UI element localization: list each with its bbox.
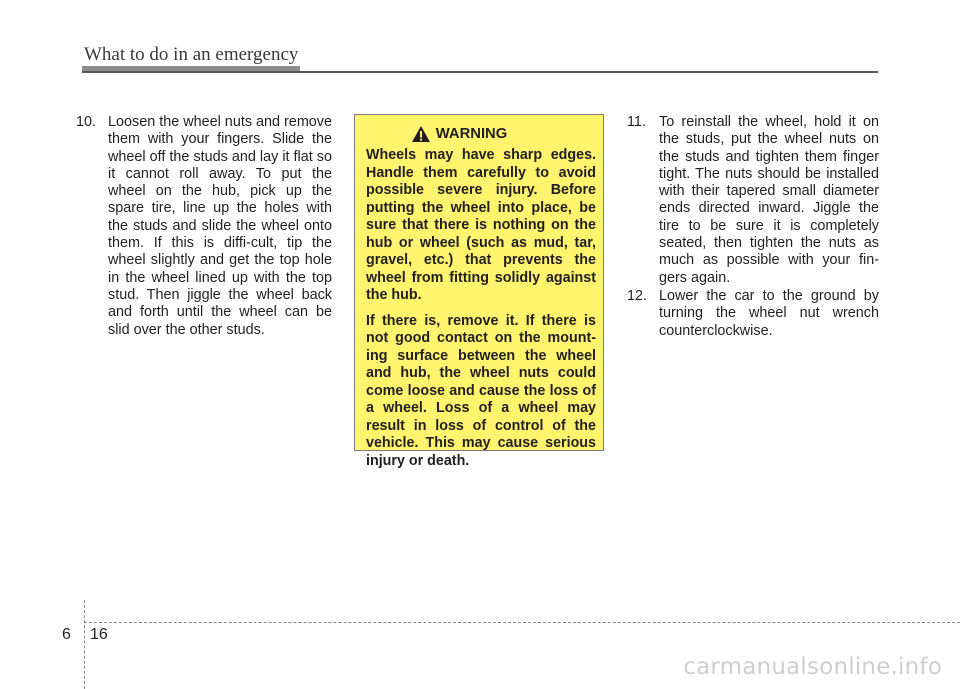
step-number: 10. [76, 114, 97, 130]
step-text: To reinstall the wheel, hold it on the studs, put the wheel nuts on the studs and tighten them finger tight. The nuts should be installed with their tapered small diameter ends directed inward. Jiggle the tire to be sure it is completely seated, then tighten the nuts as much as possible with your fin-gers again. [659, 114, 879, 286]
watermark: carmanualsonline.info [683, 654, 942, 680]
header-divider [82, 71, 878, 73]
page-header-title: What to do in an emergency [84, 44, 299, 65]
warning-title: WARNING [435, 126, 508, 142]
footer-divider [84, 622, 960, 623]
warning-paragraph-2: If there is, remove it. If there is not good contact on the mount-ing surface between the wheel and hub, the wheel nuts could come loose and cause the loss of a wheel. Loss of a wheel may result in loss of control of the vehicle. This may cause serious injury or death. [366, 312, 596, 469]
step-12 [627, 288, 879, 340]
step-number: 12. [627, 287, 648, 304]
step-text: Lower the car to the ground by turning the wheel nut wrench counterclockwise. [659, 287, 879, 339]
step-text: Loosen the wheel nuts and remove them with your fingers. Slide the wheel off the studs and lay it flat so it cannot roll away. To put the wheel on the hub, pick up the spare tire, line up the holes with the studs and slide the wheel onto them. If this is diffi-cult, tip the wheel slightly and get the top hole in the wheel lined up with the top stud. Then jiggle the wheel back and forth until the wheel can be slid over the other studs. [108, 114, 333, 338]
warning-triangle-icon [411, 125, 431, 143]
warning-paragraph-1: Wheels may have sharp edges. Handle them carefully to avoid possible severe injury. Before putting the wheel into place, be sure that there is nothing on the hub or wheel (such as mud, tar, gravel, etc.) that prevents the wheel from fitting solidly against the hub. [366, 147, 596, 303]
footer-vertical-divider [84, 600, 85, 689]
chapter-number: 6 [62, 626, 71, 643]
left-column [76, 114, 332, 340]
step-number: 11. [627, 114, 646, 130]
warning-header [322, 123, 596, 145]
step-11 [627, 114, 879, 287]
right-column [627, 114, 879, 341]
page-number: 16 [90, 626, 108, 643]
step-10 [76, 114, 332, 339]
warning-box [354, 114, 604, 469]
